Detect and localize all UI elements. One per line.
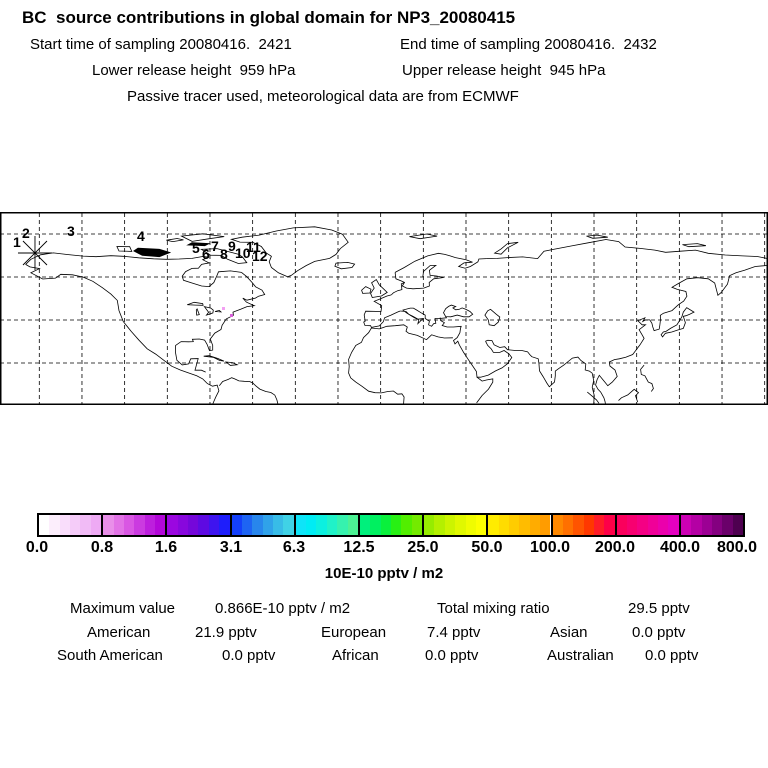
colorbar-tick-label: 50.0	[471, 539, 503, 556]
colorbar-cell	[668, 515, 678, 535]
colorbar-cell	[219, 515, 229, 535]
coastline	[486, 340, 595, 403]
colorbar-cell	[348, 515, 358, 535]
colorbar-segment	[230, 515, 294, 535]
colorbar-cell	[476, 515, 486, 535]
colorbar-cell	[637, 515, 647, 535]
coastline	[444, 305, 473, 317]
trajectory-point-label: 9	[228, 238, 236, 254]
colorbar-cell	[445, 515, 455, 535]
colorbar-segment	[358, 515, 422, 535]
trajectory-point-label: 2	[22, 225, 30, 241]
colorbar-tick-label: 0.8	[90, 539, 114, 556]
tracer-note-text: Passive tracer used, meteorological data are from ECMWF	[127, 88, 519, 105]
colorbar-cell	[648, 515, 658, 535]
coastline	[661, 308, 694, 337]
colorbar-cell	[283, 515, 293, 535]
end-time-text: End time of sampling 20080416. 2432	[400, 36, 657, 53]
colorbar-segment	[39, 515, 101, 535]
colorbar-cell	[540, 515, 550, 535]
start-time-text: Start time of sampling 20080416. 2421	[30, 36, 292, 53]
coastline	[196, 309, 199, 315]
colorbar-cell	[49, 515, 59, 535]
colorbar-cell	[455, 515, 465, 535]
trajectory-point-label: 11	[246, 239, 261, 255]
colorbar-cell	[658, 515, 668, 535]
colorbar-cell	[124, 515, 134, 535]
colorbar-units-label: 10E-10 pptv / m2	[324, 565, 444, 582]
colorbar-cell	[134, 515, 144, 535]
colorbar-cell	[114, 515, 124, 535]
colorbar-cell	[337, 515, 347, 535]
total-mixing-ratio-value: 29.5 pptv	[628, 600, 690, 617]
coastline	[166, 239, 183, 242]
trajectory-point-label: 10	[235, 245, 251, 261]
colorbar-cell	[91, 515, 101, 535]
colorbar-tick-label: 12.5	[343, 539, 375, 556]
trajectory-point-label: 3	[67, 223, 75, 239]
colorbar-tick-label: 1.6	[154, 539, 178, 556]
colorbar-segment	[679, 515, 743, 535]
coastline	[486, 240, 768, 259]
world-map	[0, 212, 768, 405]
colorbar-segment	[165, 515, 229, 535]
max-value: 0.866E-10 pptv / m2	[215, 600, 351, 617]
coastline	[26, 264, 219, 403]
coastline	[134, 248, 170, 257]
coastline	[454, 326, 512, 377]
colorbar-cell	[381, 515, 391, 535]
colorbar-segment	[486, 515, 550, 535]
colorbar-cell	[627, 515, 637, 535]
coastline	[477, 377, 493, 403]
colorbar-segment	[101, 515, 165, 535]
colorbar-cell	[412, 515, 422, 535]
region-label: South American	[57, 647, 163, 664]
colorbar-cell	[563, 515, 573, 535]
coastline	[204, 307, 213, 316]
coastline	[364, 295, 401, 328]
colorbar-cell	[488, 515, 498, 535]
coastline	[362, 287, 371, 294]
colorbar-tick-label: 200.0	[594, 539, 636, 556]
region-value: 0.0 pptv	[222, 647, 276, 664]
contribution-hotspot	[230, 314, 233, 317]
region-value: 0.0 pptv	[645, 647, 699, 664]
colorbar-cell	[316, 515, 326, 535]
colorbar-cell	[722, 515, 732, 535]
colorbar-cell	[209, 515, 219, 535]
figure-title: BC source contributions in global domain for NP3_20080415	[22, 8, 516, 27]
colorbar-cell	[691, 515, 701, 535]
colorbar-cell	[604, 515, 614, 535]
region-label: African	[332, 647, 379, 664]
colorbar-cell	[155, 515, 165, 535]
coastline	[683, 244, 706, 247]
region-label: Australian	[547, 647, 614, 664]
colorbar-cell	[370, 515, 380, 535]
coastline	[349, 325, 453, 404]
coastline	[187, 302, 203, 305]
colorbar-cell	[252, 515, 262, 535]
colorbar-tick-label: 6.3	[282, 539, 306, 556]
colorbar-cell	[712, 515, 722, 535]
coastline	[219, 378, 277, 404]
colorbar-segment	[551, 515, 615, 535]
colorbar-cell	[434, 515, 444, 535]
coastline	[215, 310, 221, 312]
coastline	[395, 253, 486, 272]
colorbar-cell	[39, 515, 49, 535]
colorbar-cell	[509, 515, 519, 535]
lower-release-text: Lower release height 959 hPa	[92, 62, 296, 79]
coastline	[204, 356, 224, 362]
upper-release-text: Upper release height 945 hPa	[402, 62, 606, 79]
colorbar-tick-label: 400.0	[659, 539, 701, 556]
trajectory-point-label: 6	[202, 246, 210, 262]
colorbar	[37, 513, 745, 537]
colorbar-cell	[60, 515, 70, 535]
colorbar-cell	[296, 515, 306, 535]
coastline	[371, 280, 388, 298]
colorbar-tick-label: 25.0	[407, 539, 439, 556]
colorbar-cell	[553, 515, 563, 535]
trajectory-point-label: 5	[192, 240, 200, 256]
total-mixing-ratio-label: Total mixing ratio	[437, 600, 550, 617]
trajectory-point-label: 12	[252, 248, 268, 264]
colorbar-cell	[103, 515, 113, 535]
coastline	[587, 392, 599, 403]
colorbar-cell	[178, 515, 188, 535]
colorbar-cell	[466, 515, 476, 535]
region-value: 7.4 pptv	[427, 624, 481, 641]
colorbar-cell	[360, 515, 370, 535]
trajectory-point-label: 1	[13, 234, 21, 250]
max-value-label: Maximum value	[70, 600, 176, 617]
colorbar-segment	[615, 515, 679, 535]
colorbar-cell	[80, 515, 90, 535]
colorbar-tick-label: 0.0	[25, 539, 49, 556]
coastline	[485, 309, 500, 325]
coastline	[440, 317, 461, 327]
colorbar-cell	[327, 515, 337, 535]
world-map-svg	[0, 212, 768, 405]
colorbar-cell	[242, 515, 252, 535]
colorbar-cell	[273, 515, 283, 535]
colorbar-cell	[573, 515, 583, 535]
colorbar-cell	[617, 515, 627, 535]
coastline	[176, 272, 265, 372]
coastline	[641, 365, 654, 391]
colorbar-cell	[594, 515, 604, 535]
colorbar-segment	[294, 515, 358, 535]
region-value: 0.0 pptv	[425, 647, 479, 664]
coastline	[226, 362, 237, 365]
colorbar-cell	[232, 515, 242, 535]
colorbar-cell	[198, 515, 208, 535]
region-value: 21.9 pptv	[195, 624, 257, 641]
colorbar-cell	[401, 515, 411, 535]
colorbar-segment	[422, 515, 486, 535]
trajectory-point-label: 8	[220, 246, 228, 262]
colorbar-cell	[145, 515, 155, 535]
colorbar-tick-label: 800.0	[716, 539, 758, 556]
colorbar-cell	[499, 515, 509, 535]
colorbar-cell	[391, 515, 401, 535]
coastline	[596, 265, 768, 403]
coastline	[619, 389, 639, 402]
coastline	[495, 242, 519, 254]
colorbar-tick-label: 3.1	[219, 539, 243, 556]
region-label: American	[87, 624, 151, 641]
colorbar-cell	[424, 515, 434, 535]
contribution-hotspot	[222, 307, 225, 310]
colorbar-cell	[70, 515, 80, 535]
colorbar-cell	[188, 515, 198, 535]
region-label: Asian	[550, 624, 588, 641]
colorbar-cell	[263, 515, 273, 535]
region-value: 0.0 pptv	[632, 624, 686, 641]
colorbar-cell	[167, 515, 177, 535]
colorbar-cell	[530, 515, 540, 535]
colorbar-cell	[733, 515, 743, 535]
region-label: European	[321, 624, 387, 641]
trajectory-point-label: 7	[211, 238, 219, 254]
map-border	[1, 213, 768, 405]
colorbar-tick-label: 100.0	[529, 539, 571, 556]
colorbar-cell	[702, 515, 712, 535]
colorbar-cell	[306, 515, 316, 535]
coastline	[391, 282, 404, 295]
coastline	[400, 308, 441, 326]
trajectory-point-label: 4	[137, 228, 145, 244]
coastline	[587, 235, 608, 238]
colorbar-cell	[584, 515, 594, 535]
colorbar-cell	[519, 515, 529, 535]
colorbar-cell	[681, 515, 691, 535]
